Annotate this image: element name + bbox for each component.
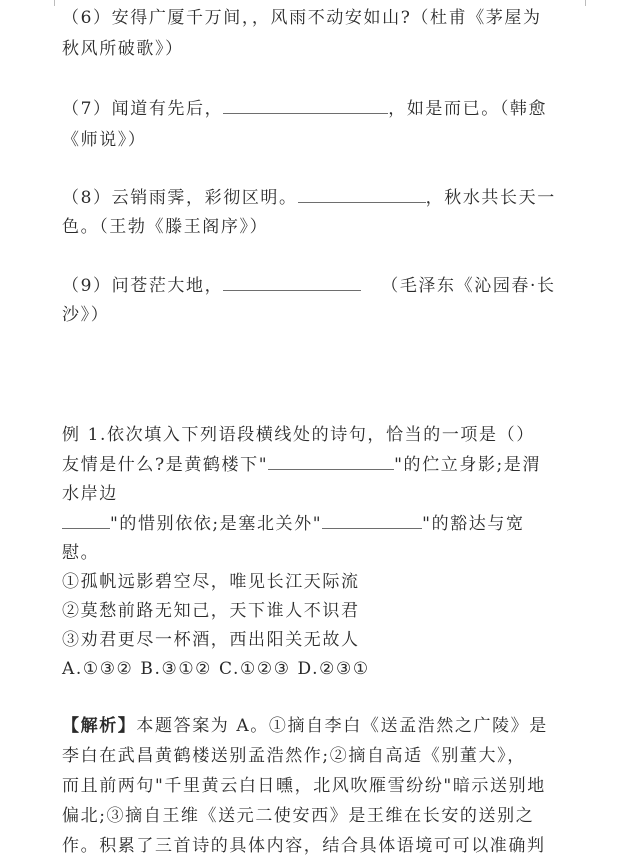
analysis-line-1: [62, 714, 548, 738]
question-6-line-2: 秋风所破歌》）: [62, 39, 184, 59]
question-8-line-2: 色。（王勃《滕王阁序》）: [62, 217, 269, 237]
page-margin-mark-left: [40, 0, 55, 6]
example-stem-3b: "的豁达与宽: [422, 514, 525, 534]
question-9-prefix: （9）问苍茫大地，: [62, 276, 224, 296]
question-7-blank[interactable]: [223, 98, 388, 114]
analysis-line-2: 李白在武昌黄鹤楼送别孟浩然作;②摘自高适《别董大》，: [62, 746, 526, 766]
question-8-prefix: （8）云销雨霁，彩彻区明。: [62, 188, 298, 208]
question-6-line-1: （6）安得广厦千万间，，风雨不动安如山?（杜甫《茅屋为: [62, 8, 542, 28]
example-option-1: ①孤帆远影碧空尽，唯见长江天际流: [62, 572, 360, 592]
example-stem-1a: 友情是什么?是黄鹤楼下": [62, 455, 269, 475]
analysis-text-1: 本题答案为 A。①摘自李白《送孟浩然之广陵》是: [136, 716, 548, 736]
question-9-line-1: [62, 274, 556, 298]
example-stem-1b: "的伫立身影;是渭: [394, 455, 542, 475]
question-9-suffix: （毛泽东《沁园春·长: [381, 276, 556, 296]
example-option-3: ③劝君更尽一杯酒，西出阳关无故人: [62, 630, 360, 650]
question-7-prefix: （7）闻道有先后，: [62, 99, 224, 119]
question-9-line-2: 沙》）: [62, 305, 110, 325]
example-option-2: ②莫愁前路无知己，天下谁人不识君: [62, 601, 360, 621]
example-blank-2[interactable]: [62, 513, 110, 529]
analysis-line-5: 作。积累了三首诗的具体内容，结合具体语境可可以准确判: [62, 836, 546, 856]
example-stem-line-4: 慰。: [62, 543, 100, 563]
question-8-suffix: ，秋水共长天一: [425, 188, 556, 208]
question-7-line-1: [62, 97, 547, 121]
question-8-blank[interactable]: [298, 187, 426, 203]
example-blank-1[interactable]: [268, 454, 394, 470]
example-title: 例 1.依次填入下列语段横线处的诗句，恰当的一项是（）: [62, 425, 535, 445]
example-stem-line-1: [62, 453, 541, 477]
example-answer-choices: A.①③② B.③①② C.①②③ D.②③①: [62, 659, 370, 679]
analysis-line-4: 偏北;③摘自王维《送元二使安西》是王维在长安的送别之: [62, 806, 535, 826]
analysis-line-3: 而且前两句"千里黄云白日曛，北风吹雁雪纷纷"暗示送别地: [62, 776, 546, 796]
example-stem-line-2: 水岸边: [62, 484, 118, 504]
example-blank-3[interactable]: [322, 513, 422, 529]
example-stem-line-3: [62, 512, 525, 536]
question-9-blank[interactable]: [223, 275, 361, 291]
question-8-line-1: [62, 186, 556, 210]
analysis-label: 【解析】: [62, 716, 137, 736]
page-margin-mark-right: [585, 0, 600, 6]
question-7-line-2: 《师说》）: [62, 130, 147, 150]
question-7-suffix: ，如是而已。（韩愈: [388, 99, 548, 119]
example-stem-3a: "的惜别依依;是塞北关外": [110, 514, 323, 534]
